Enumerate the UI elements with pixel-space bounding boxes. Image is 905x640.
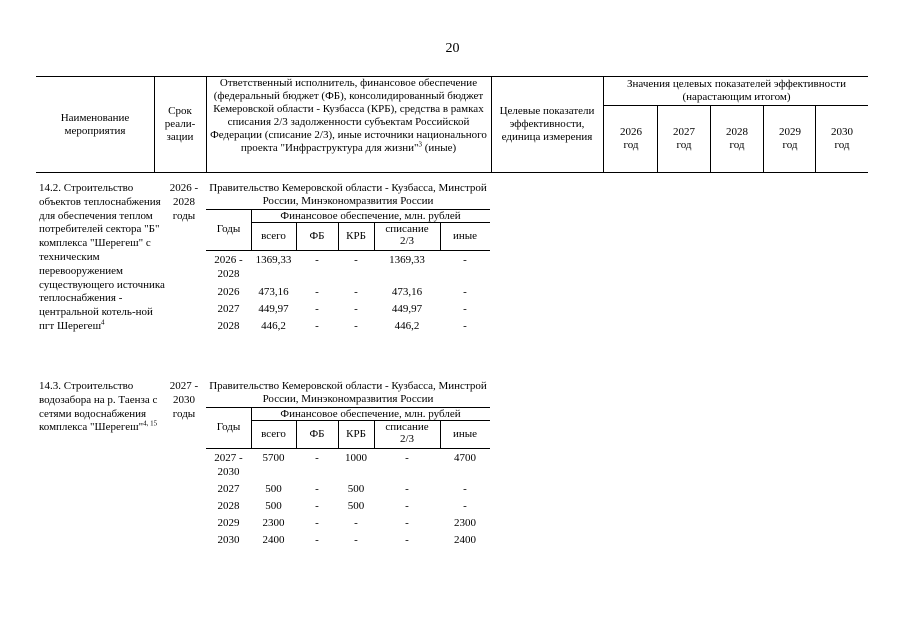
col-other: иные: [452, 230, 478, 242]
row-year: 2027: [217, 483, 240, 495]
page-number: 20: [445, 41, 460, 56]
header-divider: [154, 76, 155, 172]
header-term: Срок реали-зации: [164, 105, 196, 143]
col-years: Годы: [216, 223, 241, 235]
row-fb: -: [315, 286, 319, 298]
fin-header: Финансовое обеспечение, млн. рублей: [280, 210, 461, 222]
section-responsible: Правительство Кемеровской области - Кузбасса, Минстрой России, Минэкономразвития России: [209, 182, 487, 207]
row-total: 2400: [262, 534, 285, 546]
table-rule: [206, 250, 490, 251]
row-krb: -: [354, 254, 358, 266]
col-write-off: списание 2/3: [385, 421, 429, 445]
section-term: 2026 - 2028 годы: [169, 182, 199, 222]
row-year: 2027: [217, 303, 240, 315]
header-year: 2027 год: [673, 126, 695, 151]
row-other: -: [463, 500, 467, 512]
header-name: Наименование мероприятия: [60, 111, 130, 137]
header-divider: [657, 105, 658, 172]
row-krb: -: [354, 320, 358, 332]
header-divider: [763, 105, 764, 172]
row-krb: -: [354, 286, 358, 298]
row-fb: -: [315, 483, 319, 495]
row-total: 500: [265, 500, 282, 512]
section-finance: [206, 182, 490, 332]
table-divider: [374, 223, 375, 250]
header-responsible: Ответственный исполнитель, финансовое обеспечение (федеральный бюджет (ФБ), консолидированный бюджет Кемеровской области - Кузбасса (КРБ), средства в рамках списания 2/3 задолженности субъектам Российской Федерации (списание 2/3), иные источники национального проекта "Инфраструктура для жизни"$^3$ (иные): [210, 77, 487, 154]
table-rule: [251, 222, 490, 223]
row-krb: 1000: [345, 452, 367, 464]
section-responsible: Правительство Кемеровской области - Кузбасса, Минстрой России, Минэкономразвития России: [209, 380, 487, 405]
row-total: 446,2: [261, 320, 286, 332]
row-total: 5700: [262, 452, 285, 464]
header-divider: [815, 105, 816, 172]
col-total: всего: [261, 230, 286, 242]
row-write-off: 1369,33: [389, 254, 425, 266]
row-write-off: -: [405, 500, 409, 512]
col-total: всего: [261, 428, 286, 440]
col-krb: КРБ: [346, 230, 366, 242]
row-year: 2026 - 2028: [214, 254, 243, 280]
table-row: [206, 498, 490, 514]
row-fb: -: [315, 303, 319, 315]
row-total: 473,16: [258, 286, 289, 298]
table-row: [206, 253, 490, 283]
table-row: [206, 451, 490, 481]
table-rule: [206, 448, 490, 449]
row-fb: -: [315, 534, 319, 546]
header-values: Значения целевых показателей эффективности (нарастающим итогом): [627, 78, 846, 103]
col-fb: ФБ: [309, 428, 325, 440]
header-year: 2030 год: [831, 126, 853, 151]
header-divider: [603, 76, 604, 172]
fin-header: Финансовое обеспечение, млн. рублей: [280, 408, 461, 420]
row-year: 2027 - 2030: [214, 452, 243, 478]
row-krb: 500: [347, 500, 365, 512]
table-row: [206, 532, 490, 548]
row-fb: -: [315, 254, 319, 266]
table-divider: [374, 421, 375, 448]
col-other: иные: [452, 428, 478, 440]
row-year: 2028: [217, 320, 240, 332]
row-year: 2030: [217, 534, 240, 546]
row-year: 2029: [217, 517, 240, 529]
row-krb: -: [354, 303, 358, 315]
row-fb: -: [315, 452, 319, 464]
section-name: 14.2. Строительство объектов теплоснабжения для обеспечения теплом потребителей сектора "Б" комплекса "Шерегеш" с техническим перевооружением существующего источника теплоснабжения - центральной котель-ной пгт Шерегеш$^4$: [39, 182, 165, 332]
header-year: 2026 год: [620, 126, 642, 151]
row-fb: -: [315, 500, 319, 512]
row-write-off: -: [405, 483, 409, 495]
row-other: 2300: [454, 517, 476, 529]
row-write-off: -: [405, 452, 409, 464]
table-row: [206, 481, 490, 497]
row-write-off: 449,97: [391, 303, 423, 315]
row-fb: -: [315, 517, 319, 529]
row-write-off: 473,16: [391, 286, 423, 298]
col-fb: ФБ: [309, 230, 325, 242]
row-total: 500: [265, 483, 282, 495]
header-target: Целевые показатели эффективности, единица измерения: [499, 105, 595, 143]
table-row: [206, 318, 490, 334]
table-row: [206, 284, 490, 300]
row-krb: -: [354, 517, 358, 529]
row-krb: -: [354, 534, 358, 546]
row-other: -: [463, 254, 467, 266]
row-other: -: [463, 303, 467, 315]
col-write-off: списание 2/3: [385, 223, 429, 247]
row-write-off: -: [405, 517, 409, 529]
section-term: 2027 - 2030 годы: [169, 380, 199, 420]
header-year: 2028 год: [726, 126, 748, 151]
row-year: 2028: [217, 500, 240, 512]
header-divider: [491, 76, 492, 172]
row-total: 1369,33: [255, 254, 292, 266]
row-other: -: [463, 286, 467, 298]
table-row: [206, 515, 490, 531]
section-name: 14.3. Строительство водозабора на р. Таенза с сетями водоснабжения комплекса "Шерегеш"$^{4, 15}$: [39, 380, 158, 434]
row-other: 4700: [454, 452, 476, 464]
row-write-off: -: [405, 534, 409, 546]
table-rule: [251, 420, 490, 421]
row-fb: -: [315, 320, 319, 332]
table-row: [206, 301, 490, 317]
col-years: Годы: [216, 421, 241, 433]
header-divider: [206, 76, 207, 172]
header-divider: [710, 105, 711, 172]
col-krb: КРБ: [346, 428, 366, 440]
row-year: 2026: [217, 286, 240, 298]
row-krb: 500: [347, 483, 365, 495]
section-finance: [206, 380, 490, 546]
row-write-off: 446,2: [394, 320, 420, 332]
row-other: 2400: [454, 534, 476, 546]
row-other: -: [463, 483, 467, 495]
row-total: 2300: [262, 517, 285, 529]
header-year: 2029 год: [779, 126, 801, 151]
row-total: 449,97: [258, 303, 289, 315]
row-other: -: [463, 320, 467, 332]
